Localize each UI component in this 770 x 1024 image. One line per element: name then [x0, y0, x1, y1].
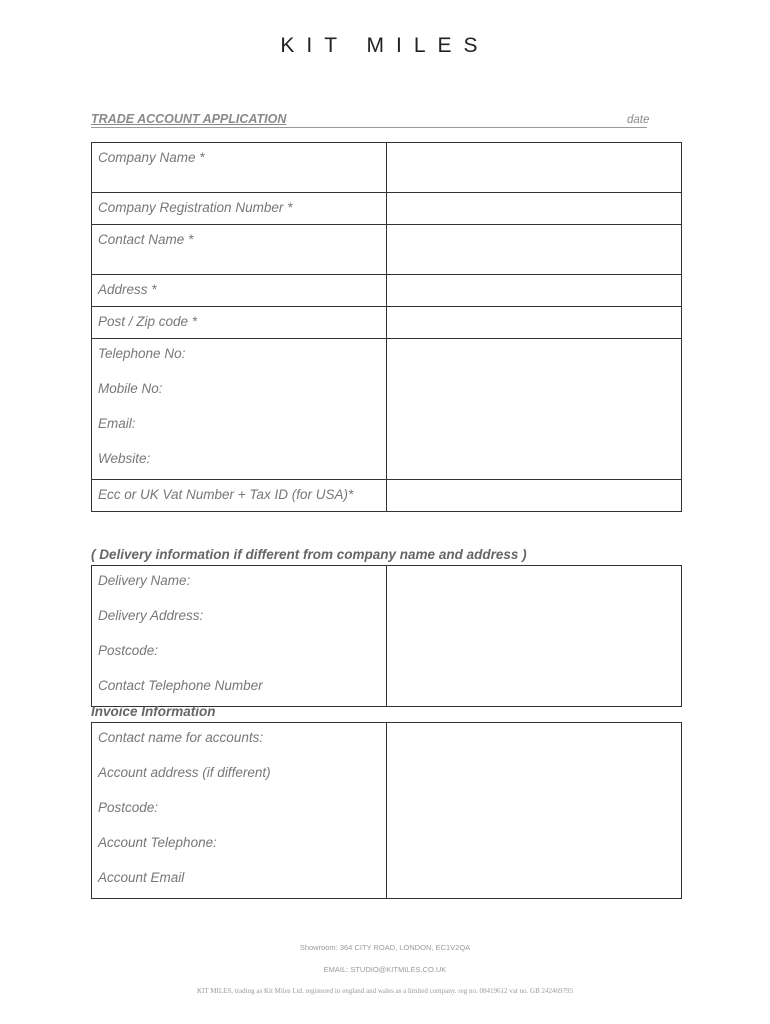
company-name-row — [92, 143, 682, 193]
website-label: Website: — [98, 451, 151, 466]
delivery-row — [92, 566, 682, 707]
invoice-table — [91, 722, 682, 899]
accounts-contact-label: Contact name for accounts: — [98, 730, 264, 745]
account-email-label: Account Email — [98, 870, 185, 885]
tax-id-row — [92, 480, 682, 512]
account-telephone-label: Account Telephone: — [98, 835, 217, 850]
tax-id-field[interactable] — [387, 480, 682, 512]
address-field[interactable] — [387, 275, 682, 307]
invoice-row — [92, 723, 682, 899]
delivery-postcode-label: Postcode: — [98, 643, 159, 658]
company-details-table — [91, 142, 682, 512]
delivery-details-field[interactable] — [387, 566, 682, 707]
form-title: TRADE ACCOUNT APPLICATION — [91, 112, 287, 126]
delivery-name-label: Delivery Name: — [98, 573, 191, 588]
contact-name-field[interactable] — [387, 225, 682, 275]
company-name-field[interactable] — [387, 143, 682, 193]
footer-legal: KIT MILES, trading as Kit Miles Ltd. registered in england and wales as a limited company. reg no. 08419612 vat no. GB 242469795 — [197, 987, 573, 995]
footer-email: EMAIL: STUDIO@KITMILES.CO.UK — [323, 965, 447, 974]
delivery-telephone-label: Contact Telephone Number — [98, 678, 263, 693]
footer-showroom: Showroom: 364 CITY ROAD, LONDON, EC1V2QA — [299, 943, 471, 952]
telephone-label: Telephone No: — [98, 346, 186, 361]
contact-details-row — [92, 339, 682, 480]
delivery-heading: ( Delivery information if different from company name and address ) — [91, 547, 527, 562]
registration-number-label: Company Registration Number * — [98, 200, 293, 215]
email-label: Email: — [98, 416, 136, 431]
address-label: Address * — [98, 282, 157, 297]
contact-name-row — [92, 225, 682, 275]
invoice-details-field[interactable] — [387, 723, 682, 899]
registration-number-row — [92, 193, 682, 225]
postcode-field[interactable] — [387, 307, 682, 339]
mobile-label: Mobile No: — [98, 381, 163, 396]
tax-id-label: Ecc or UK Vat Number + Tax ID (for USA)* — [98, 487, 354, 502]
postcode-row — [92, 307, 682, 339]
invoice-heading: Invoice Information — [91, 704, 216, 719]
delivery-address-label: Delivery Address: — [98, 608, 204, 623]
company-name-label: Company Name * — [98, 150, 205, 165]
contact-details-field[interactable] — [387, 339, 682, 480]
account-postcode-label: Postcode: — [98, 800, 159, 815]
delivery-table — [91, 565, 682, 707]
postcode-label: Post / Zip code * — [98, 314, 198, 329]
registration-number-field[interactable] — [387, 193, 682, 225]
date-label[interactable]: date — [627, 114, 650, 126]
address-row — [92, 275, 682, 307]
account-address-label: Account address (if different) — [98, 765, 271, 780]
contact-name-label: Contact Name * — [98, 232, 194, 247]
brand-logo: KIT MILES — [280, 34, 490, 57]
